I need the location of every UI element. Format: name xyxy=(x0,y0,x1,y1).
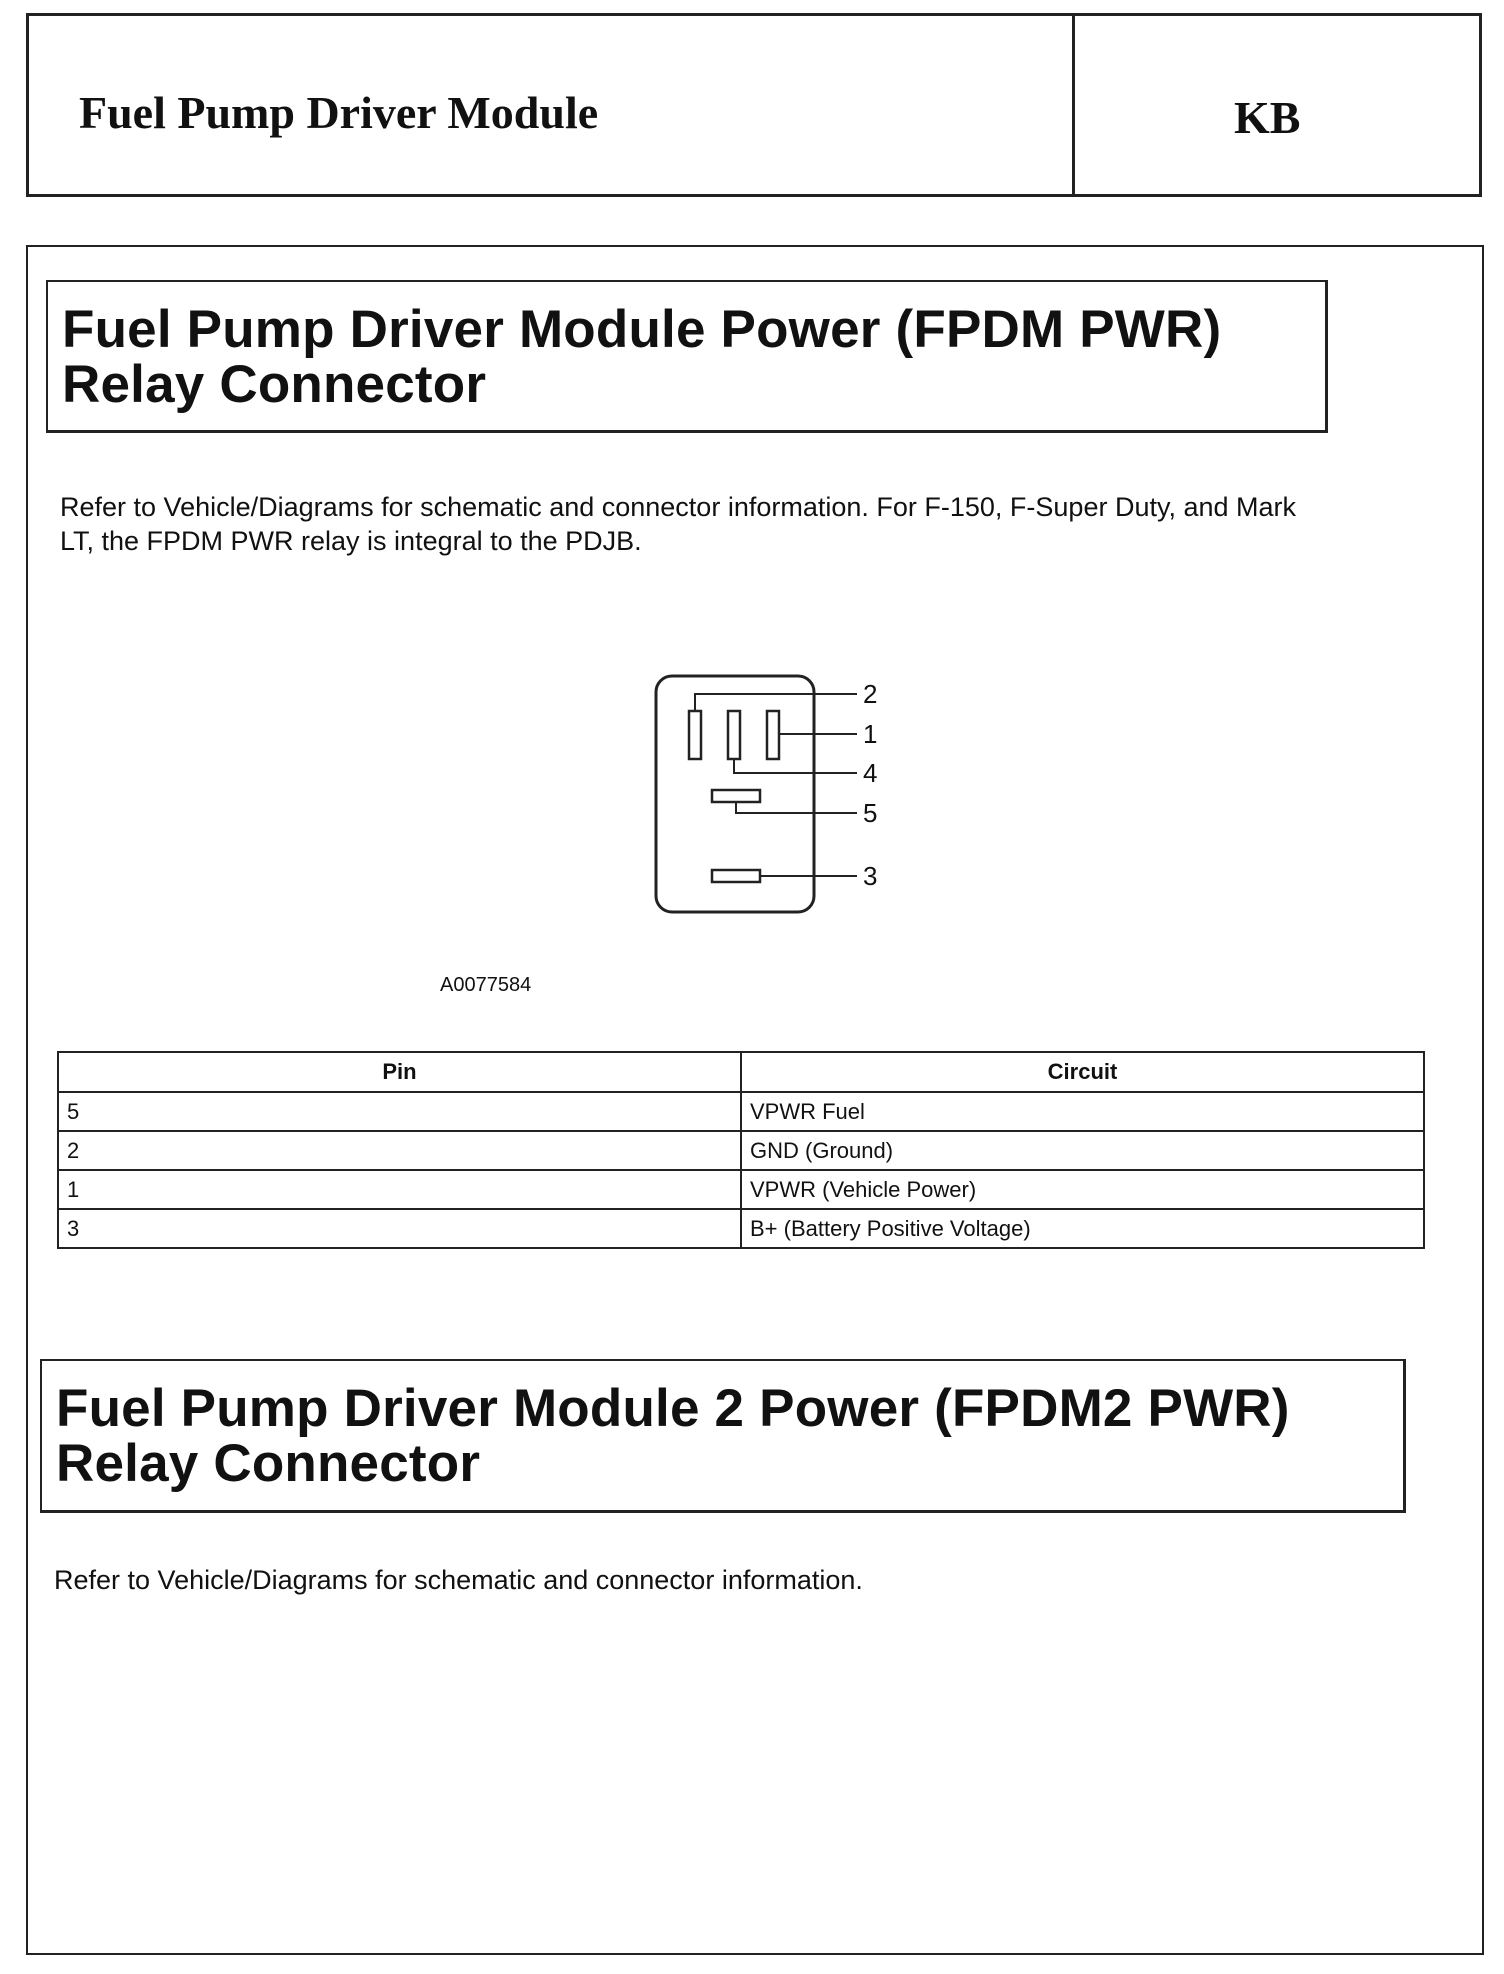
pin-label-4: 4 xyxy=(863,758,878,788)
circuit-cell: VPWR Fuel xyxy=(741,1092,1424,1131)
section-1-text: Refer to Vehicle/Diagrams for schematic and connector information. For F-150, F-Super Duty, and Mark LT, the FPDM PWR relay is integral to the PDJB. xyxy=(60,492,1297,556)
pin-cell: 2 xyxy=(58,1131,741,1170)
section-2-text: Refer to Vehicle/Diagrams for schematic and connector information. xyxy=(54,1565,863,1595)
figure-id: A0077584 xyxy=(440,974,532,996)
terminal-4 xyxy=(728,711,740,759)
table-header-row xyxy=(58,1052,1424,1092)
heading-line-1: Fuel Pump Driver Module 2 Power (FPDM2 PWR) xyxy=(56,1379,1290,1438)
pin-circuit-table xyxy=(57,1051,1425,1249)
leader-4 xyxy=(734,759,857,773)
section-heading-fpdm2-pwr xyxy=(40,1359,1406,1513)
pin-label-5: 5 xyxy=(863,798,878,828)
table-row xyxy=(58,1092,1424,1131)
terminal-1 xyxy=(767,711,779,759)
table-row xyxy=(58,1170,1424,1209)
pin-cell: 5 xyxy=(58,1092,741,1131)
section-heading-fpdm-pwr xyxy=(46,280,1328,433)
column-header-pin: Pin xyxy=(58,1052,741,1092)
pin-label-2: 2 xyxy=(863,679,878,709)
pin-label-1: 1 xyxy=(863,719,878,749)
heading-line-2: Relay Connector xyxy=(62,355,487,414)
page-header xyxy=(26,13,1482,197)
table-row xyxy=(58,1131,1424,1170)
terminal-2 xyxy=(689,711,701,759)
header-divider xyxy=(1072,16,1075,194)
column-header-circuit: Circuit xyxy=(741,1052,1424,1092)
circuit-cell: VPWR (Vehicle Power) xyxy=(741,1170,1424,1209)
circuit-cell: GND (Ground) xyxy=(741,1131,1424,1170)
heading-line-2: Relay Connector xyxy=(56,1434,481,1493)
terminal-3 xyxy=(712,870,760,882)
pin-cell: 3 xyxy=(58,1209,741,1248)
module-code: KB xyxy=(1234,92,1301,143)
table-row xyxy=(58,1209,1424,1248)
terminal-5 xyxy=(712,790,760,802)
pin-label-3: 3 xyxy=(863,861,878,891)
pin-cell: 1 xyxy=(58,1170,741,1209)
heading-line-1: Fuel Pump Driver Module Power (FPDM PWR) xyxy=(62,300,1222,359)
leader-2 xyxy=(695,694,857,711)
leader-5 xyxy=(736,802,857,813)
circuit-cell: B+ (Battery Positive Voltage) xyxy=(741,1209,1424,1248)
module-title: Fuel Pump Driver Module xyxy=(79,87,599,138)
relay-connector-diagram xyxy=(640,666,890,926)
